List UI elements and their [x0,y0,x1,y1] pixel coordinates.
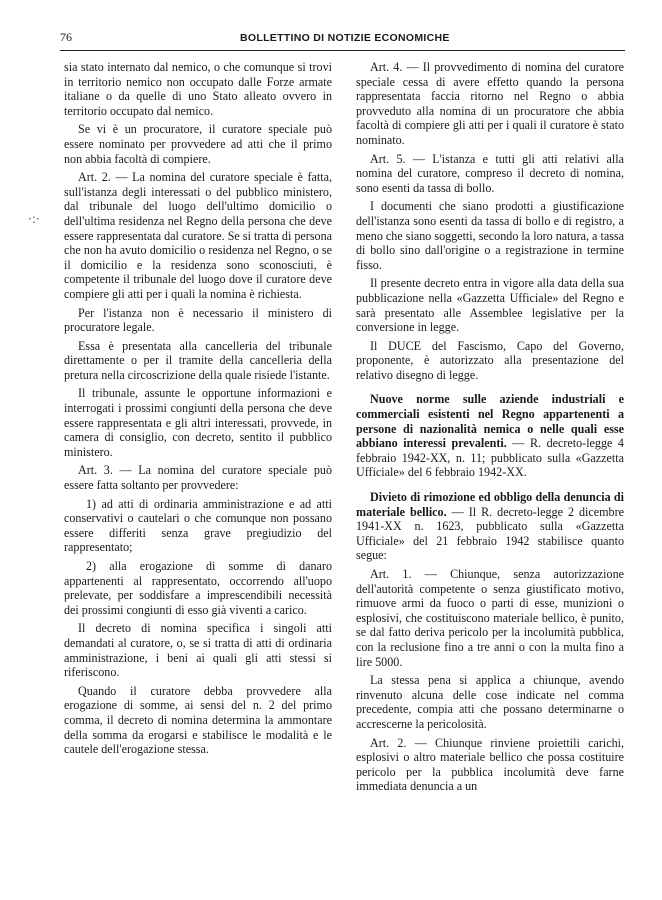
right-paragraph-art5: Art. 5. — L'istanza e tutti gli atti relativi alla nomina del curatore, compreso il decreto di nomina, sono esenti da tassa di bollo. [356,151,624,195]
left-paragraph-1: sia stato internato dal nemico, o che comunque si trovi in territorio nemico non occupato dalle Forze armate italiane o da quelle di uno Stato alleato ovvero in territorio occupato dal nemico. [64,60,332,118]
right-paragraph-art2: Art. 2. — Chiunque rinviene proiettili carichi, esplosivi o altro materiale bellico che possa costituire pericolo per la pubblica incolumità deve farne immediata denuncia a un [356,735,624,794]
section-enemy-businesses-title: Nuove norme sulle aziende industriali e commerciali esistenti nel Regno appartenenti a persone di nazionalità nemica o nelle quali esse abbiano interessi prevalenti. [356,392,624,451]
right-column [356,60,624,798]
left-list-item-2: 2) alla erogazione di somme di danaro appartenenti al rappresentato, occorrendo all'uopo prelevate, per soddisfare a imprescendibili necessità dei prossimi congiunti di esso già viventi a carico. [64,559,332,617]
right-paragraph-duce: Il DUCE del Fascismo, Capo del Governo, proponente, è autorizzato alla presentazione del relativo disegno di legge. [356,338,624,382]
page-number: 76 [60,30,72,44]
left-column [64,60,332,761]
left-paragraph-10: Il decreto di nomina specifica i singoli atti demandati al curatore, o, se si tratta di atti di ordinaria amministrazione, i beni ai quali gli atti stessi si riferiscono. [64,621,332,680]
left-paragraph-6: Il tribunale, assunte le opportune informazioni e interrogati i prossimi congiunti della persona che deve essere rappresentata e gli altri interessati, provvede, in camera di consiglio, con decreto, sentito il pubblico ministero. [64,386,332,459]
section-war-material [356,490,624,563]
section-enemy-businesses [356,392,624,480]
left-paragraph-11: Quando il curatore debba provvedere alla erogazione di somme, ai sensi del n. 2 del primo comma, il decreto di nomina determina la ammontare della somma da erogarsi e stabilisce le modalità e le cautele dell'erogazione stessa. [64,683,332,757]
left-paragraph-art2: Art. 2. — La nomina del curatore speciale è fatta, sull'istanza degli interessati o del pubblico ministero, dal tribunale del luogo dell'ultimo domicilio o dell'ultima residenza nel Regno della persona che deve essere rappresentata dal curatore. Se si tratta di persona che non ha avuto domicilio o residenza nel Regno, o se il domicilio e la residenza sono sconosciuti, è competente il tribunale del luogo dove il curatore deve compiere gli atti per i quali la nomina è richiesta. [64,170,332,301]
left-paragraph-4: Per l'istanza non è necessario il ministero di procuratore legale. [64,305,332,335]
margin-mark: ·:· [28,212,40,226]
right-paragraph-art4: Art. 4. — Il provvedimento di nomina del curatore speciale cessa di avere effetto quando la persona rappresentata faccia ritorno nel Regno o abbia provveduto alla nomina di un procuratore che abbia facoltà di compiere gli atti per i quali il curatore è stato nominato. [356,60,624,147]
right-paragraph-same-penalty: La stessa pena si applica a chiunque, avendo rinvenuto alcuna delle cose indicate nel comma precedente, compia atti che possano determinarne o accrescerne la pericolosità. [356,673,624,731]
header-rule [60,50,625,51]
running-head: BOLLETTINO DI NOTIZIE ECONOMICHE [240,32,450,44]
right-paragraph-in-force: Il presente decreto entra in vigore alla data della sua pubblicazione nella «Gazzetta Ufficiale» del Regno e sarà presentato alle Assemblee legislative per la conversione in legge. [356,276,624,335]
right-paragraph-documents: I documenti che siano prodotti a giustificazione dell'istanza sono esenti da tassa di bollo e di registro, a meno che siano soggetti, secondo la loro natura, a tassa di bollo sino dall'origine o a registrazione in termine fisso. [356,199,624,272]
left-paragraph-2: Se vi è un procuratore, il curatore speciale può essere nominato per provvedere ad atti che il primo non abbia facoltà di compiere. [64,122,332,166]
page-header [60,30,620,50]
right-paragraph-art1: Art. 1. — Chiunque, senza autorizzazione dell'autorità competente o senza giustificato motivo, rimuove armi da fuoco o parti di esse, munizioni o esplosivi, che costituiscono materiale bellico, è punito, se dal fatto deriva pericolo per la incolumità pubblica, con la reclusione fino a tre anni o con la multa fino a lire 5000. [356,567,624,669]
section-enemy-businesses-citation: — R. decreto-legge 4 febbraio 1942-XX, n. 11; pubblicato sulla «Gazzetta Ufficiale» del 6 febbraio 1942-XX. [356,436,624,480]
left-paragraph-art3: Art. 3. — La nomina del curatore speciale può essere fatta soltanto per provvedere: [64,463,332,493]
section-war-material-title: Divieto di rimozione ed obbligo della denuncia di materiale bellico. [356,490,624,519]
left-paragraph-5: Essa è presentata alla cancelleria del tribunale direttamente o per il tramite della cancelleria della pretura nella circoscrizione della quale risiede l'istante. [64,338,332,382]
left-list-item-1: 1) ad atti di ordinaria amministrazione e ad atti conservativi o cautelari o che comunque non possano essere differiti senza grave pregiudizio del rappresentato; [64,496,332,555]
section-war-material-citation: — Il R. decreto-legge 2 dicembre 1941-XX n. 1623, pubblicato sulla «Gazzetta Ufficiale» del 21 febbraio 1942 stabilisce quanto segue: [356,504,624,563]
